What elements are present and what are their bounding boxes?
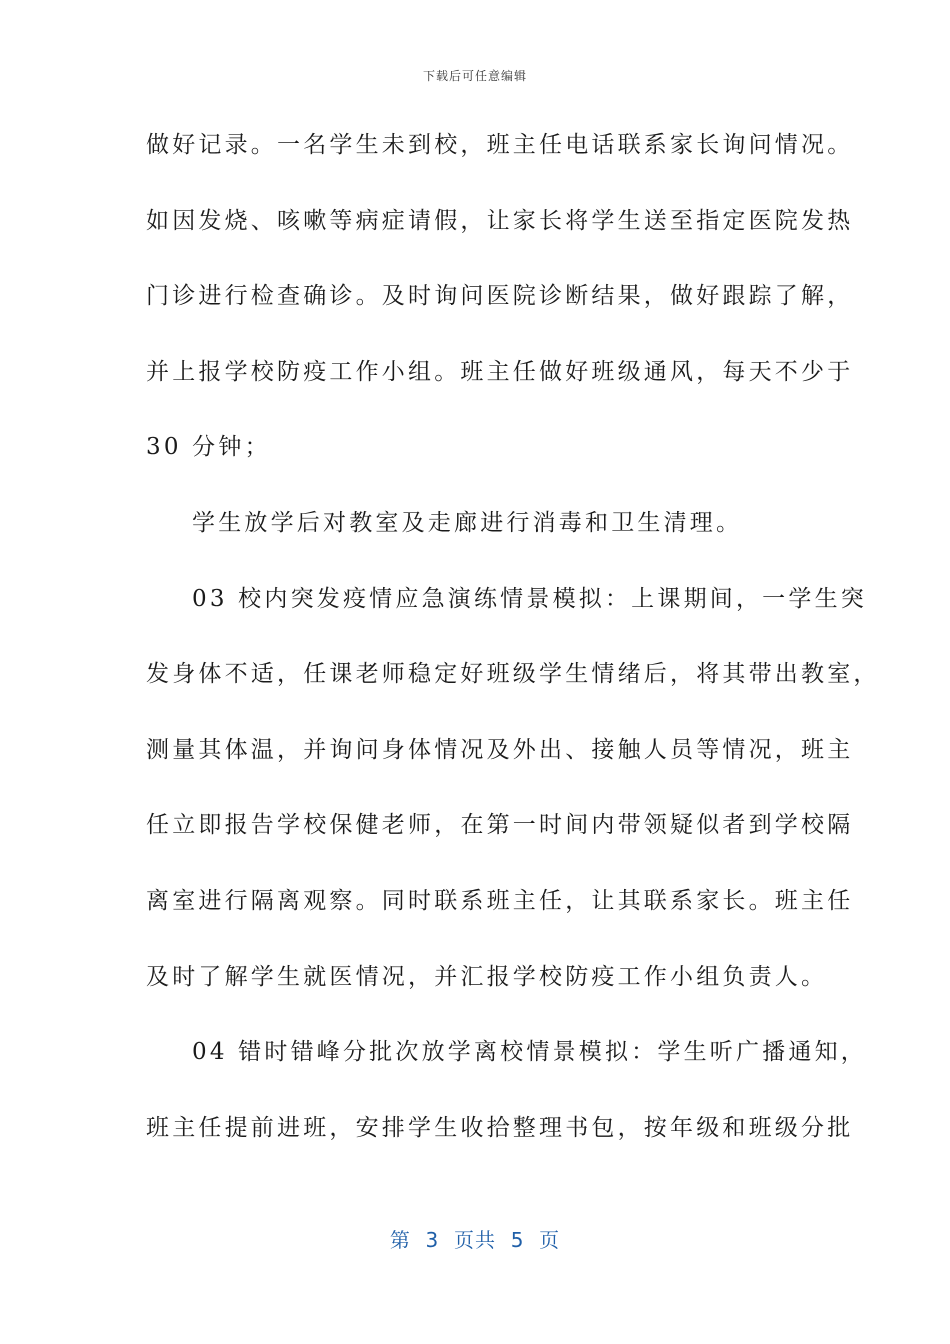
text-line: 30 分钟； (146, 434, 271, 461)
text-line: 班主任提前进班，安排学生收拾整理书包，按年级和班级分批 (146, 1114, 854, 1141)
text-line: 做好记录。一名学生未到校，班主任电话联系家长询问情况。 (146, 132, 854, 158)
text-line: 如因发烧、咳嗽等病症请假，让家长将学生送至指定医院发热 (146, 207, 854, 234)
document-body (146, 120, 880, 1178)
text-line: 门诊进行检查确诊。及时询问医院诊断结果，做好跟踪了解， (146, 283, 854, 310)
text-line: 离室进行隔离观察。同时联系班主任，让其联系家长。班主任 (146, 887, 854, 914)
text-line: 发身体不适，任课老师稳定好班级学生情绪后，将其带出教室， (146, 661, 880, 688)
header-note: 下载后可任意编辑 (422, 69, 527, 83)
page-number-footer: 第 3 页共 5 页 (389, 1228, 561, 1252)
text-line: 并上报学校防疫工作小组。班主任做好班级通风，每天不少于 (146, 358, 854, 385)
text-line: 03 校内突发疫情应急演练情景模拟：上课期间，一学生突 (192, 585, 867, 612)
text-line: 测量其体温，并询问身体情况及外出、接触人员等情况，班主 (146, 736, 854, 763)
text-line: 及时了解学生就医情况，并汇报学校防疫工作小组负责人。 (146, 963, 828, 990)
text-line: 任立即报告学校保健老师，在第一时间内带领疑似者到学校隔 (146, 812, 854, 839)
text-line: 04 错时错峰分批次放学离校情景模拟：学生听广播通知， (192, 1039, 867, 1066)
text-line: 学生放学后对教室及走廊进行消毒和卫生清理。 (192, 509, 743, 536)
